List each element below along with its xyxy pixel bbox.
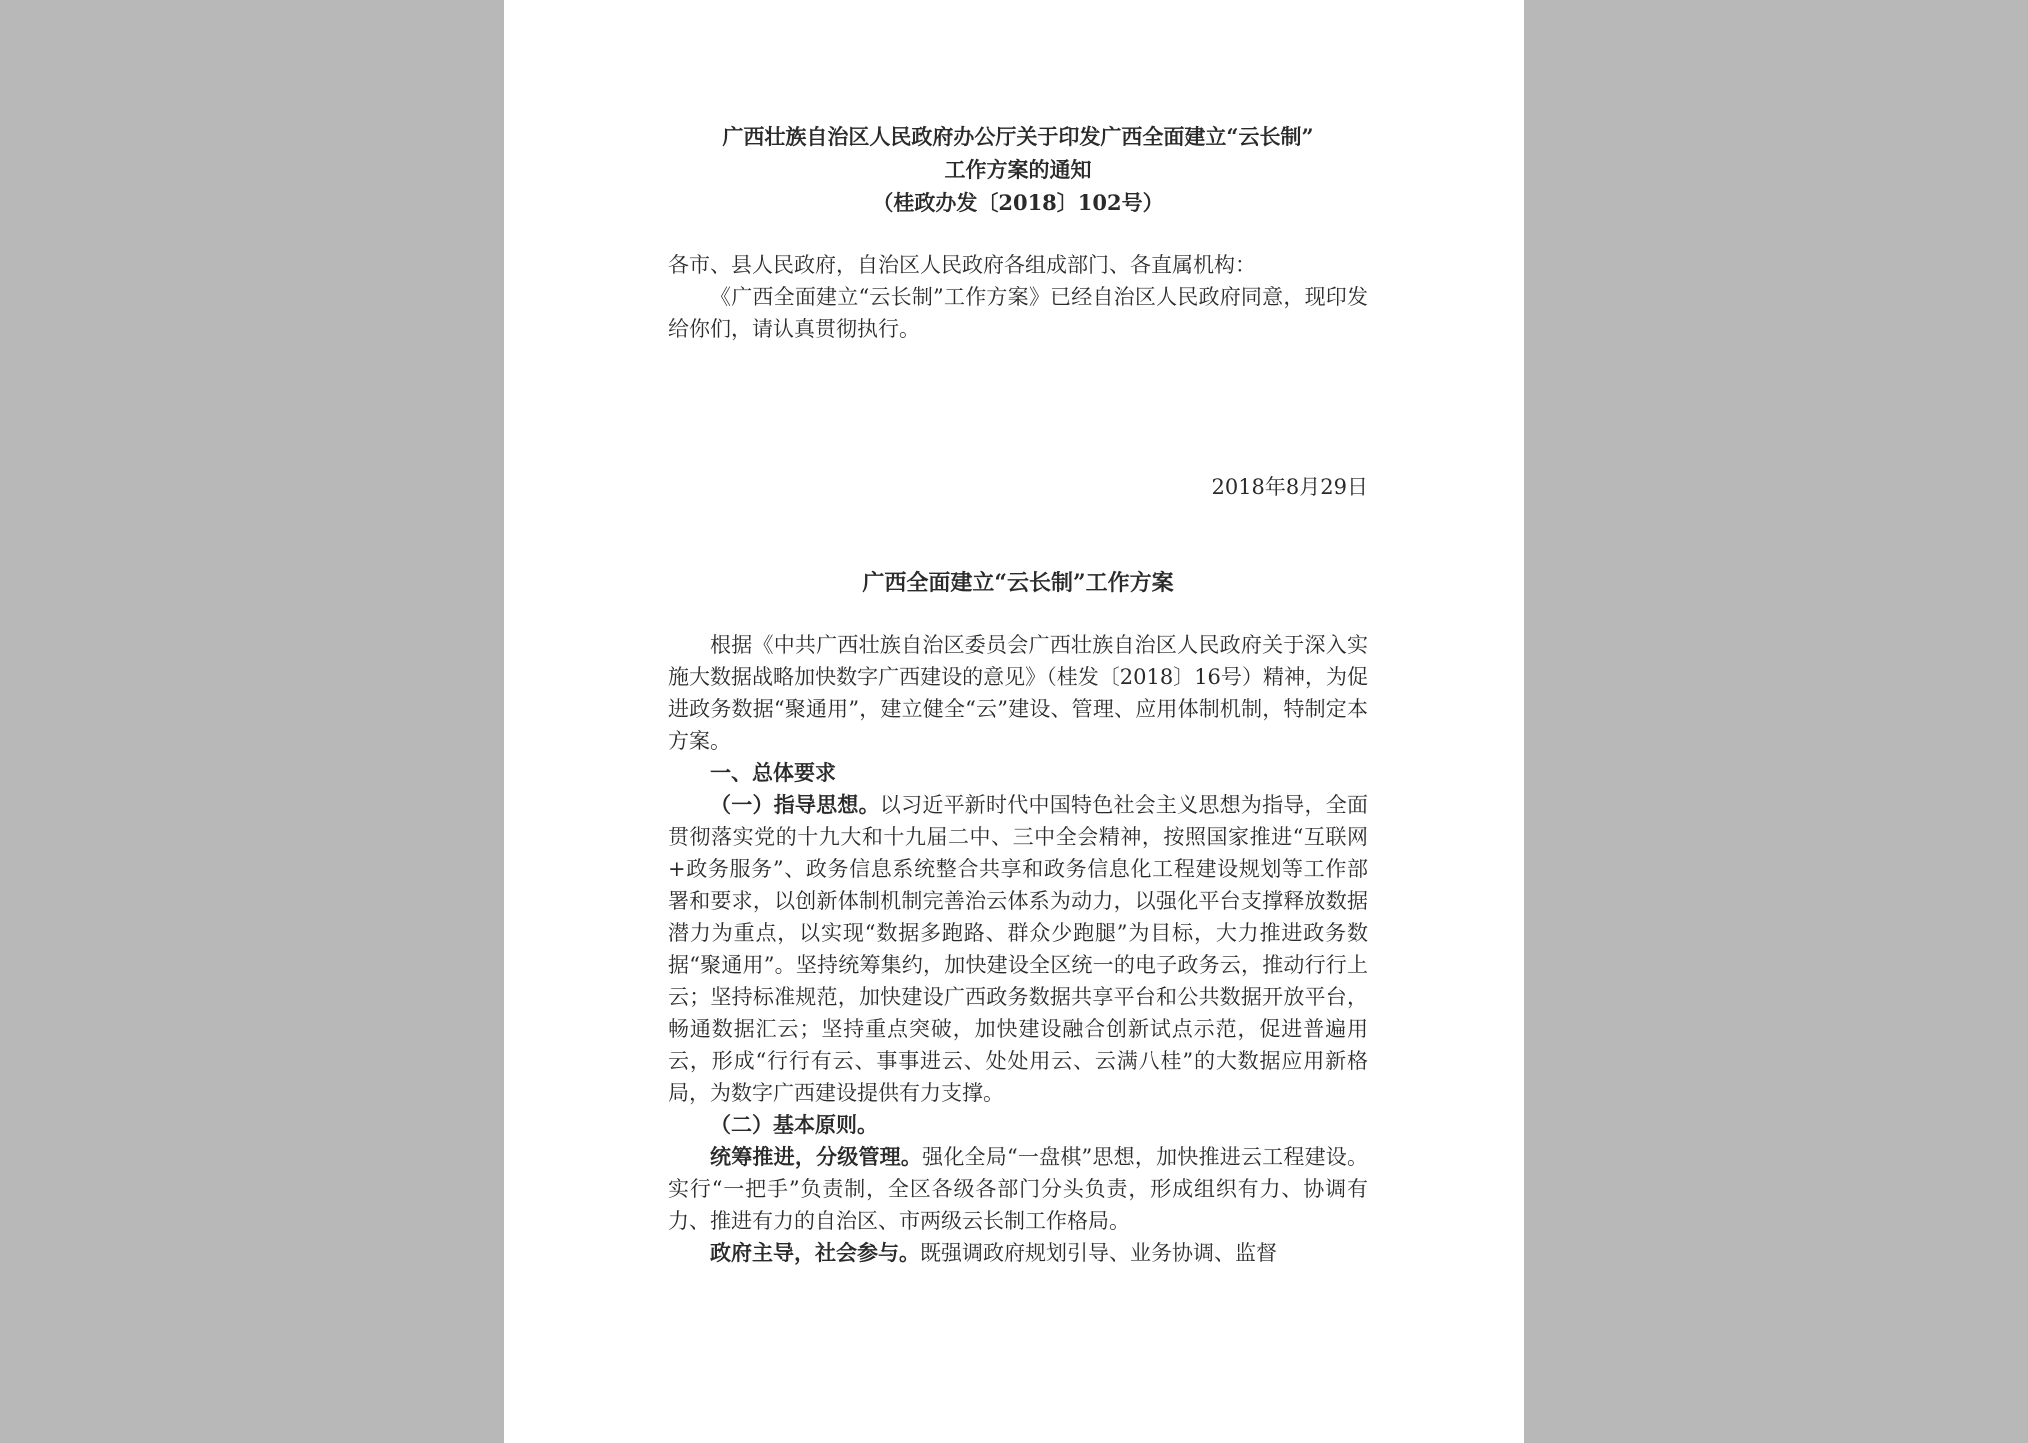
notice-body: 《广西全面建立“云长制”工作方案》已经自治区人民政府同意，现印发给你们，请认真贯彻执行。 [668,285,1368,341]
principle2-paragraph [668,1237,1368,1269]
principle1-text: 强化全局“一盘棋”思想，加快推进云工程建设。实行“一把手”负责制，全区各级各部门分头负责，形成组织有力、协调有力、推进有力的自治区、市两级云长制工作格局。 [668,1145,1368,1233]
notice-doc-number: （桂政办发〔2018〕102号） [872,190,1164,215]
principle2-text: 既强调政府规划引导、业务协调、监督 [920,1241,1277,1265]
basic-principles-heading: （二）基本原则。 [710,1112,878,1137]
guiding-thought-text: 以习近平新时代中国特色社会主义思想为指导，全面贯彻落实党的十九大和十九届二中、三中全会精神，按照国家推进“互联网+政务服务”、政务信息系统整合共享和政务信息化工程建设规划等工作部署和要求，以创新体制机制完善治云体系为动力，以强化平台支撑释放数据潜力为重点，以实现“数据多跑路、群众少跑腿”为目标，大力推进政务数据“聚通用”。坚持统筹集约，加快建设全区统一的电子政务云，推动行行上云；坚持标准规范，加快建设广西政务数据共享平台和公共数据开放平台，畅通数据汇云；坚持重点突破，加快建设融合创新试点示范，促进普遍用云，形成“行行有云、事事进云、处处用云、云满八桂”的大数据应用新格局，为数字广西建设提供有力支撑。 [668,793,1369,1105]
document-page [504,0,1524,1443]
plan-intro: 根据《中共广西壮族自治区委员会广西壮族自治区人民政府关于深入实施大数据战略加快数字广西建设的意见》（桂发〔2018〕16号）精神，为促进政务数据“聚通用”，建立健全“云”建设、管理、应用体制机制，特制定本方案。 [668,633,1368,753]
guiding-thought-heading: （一）指导思想。 [710,792,880,817]
notice-date: 2018年8月29日 [1211,475,1368,499]
notice-title-line2: 工作方案的通知 [944,157,1092,182]
document-content [668,120,1368,1269]
plan-title: 广西全面建立“云长制”工作方案 [862,570,1174,596]
principle2-heading: 政府主导，社会参与。 [710,1240,920,1265]
principle1-heading: 统筹推进，分级管理。 [710,1144,923,1169]
section1-heading: 一、总体要求 [710,760,836,785]
principle1-paragraph [668,1141,1368,1237]
guiding-thought-paragraph [668,789,1368,1109]
notice-recipients: 各市、县人民政府，自治区人民政府各组成部门、各直属机构： [668,253,1256,277]
notice-title-line1: 广西壮族自治区人民政府办公厅关于印发广西全面建立“云长制” [722,124,1314,149]
notice-title [668,120,1368,219]
